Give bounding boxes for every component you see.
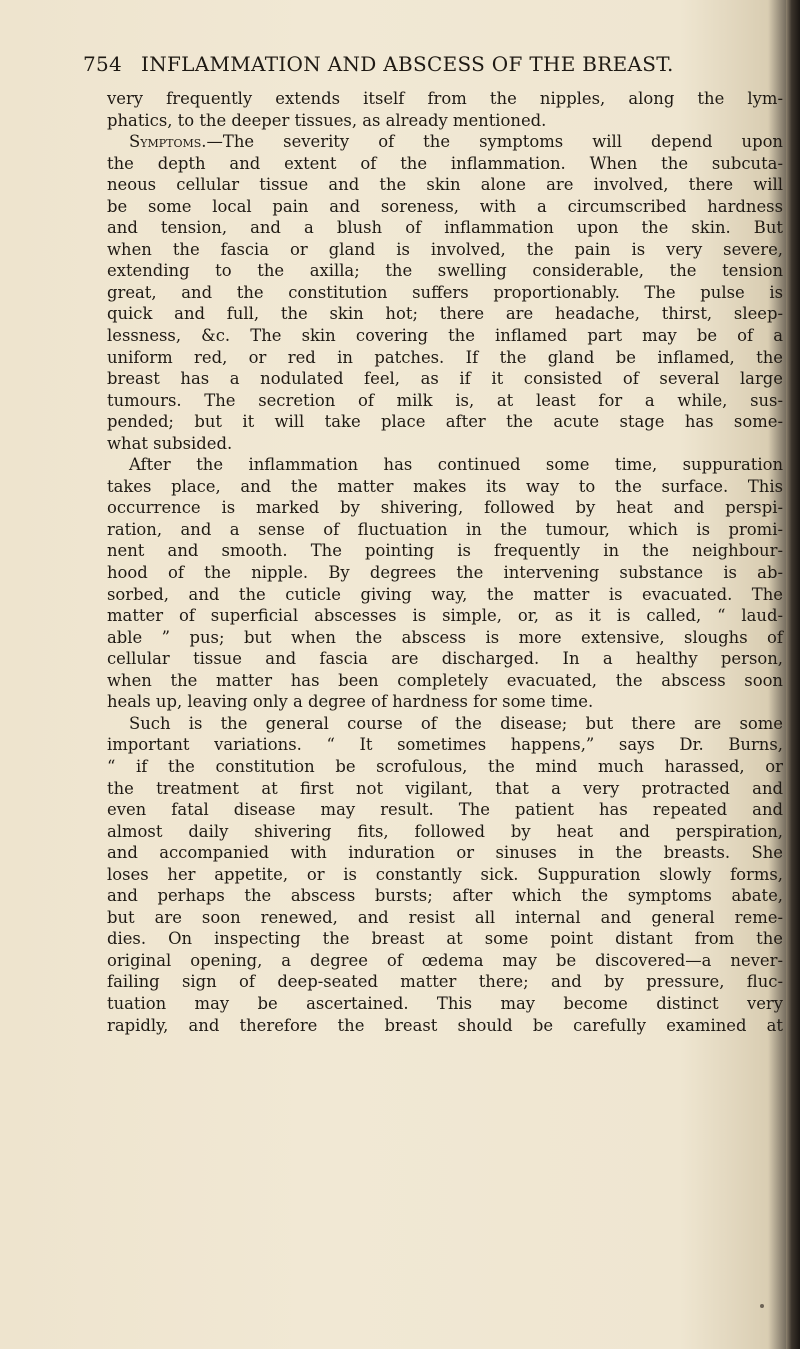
text-line: uniform red, or red in patches. If the gland be inflamed, the — [107, 347, 783, 367]
text-line: failing sign of deep-seated matter there; and by pressure, fluc- — [107, 972, 783, 992]
text-line: After the inflammation has continued some time, suppuration — [129, 455, 783, 475]
text-line: even fatal disease may result. The patient has repeated and — [107, 800, 783, 820]
text-line: and accompanied with induration or sinuses in the breasts. She — [107, 843, 783, 863]
print-speck — [760, 1304, 764, 1308]
text-line: ration, and a sense of fluctuation in the tumour, which is promi- — [107, 519, 783, 539]
text-line: very frequently extends itself from the nipples, along the lym- — [107, 89, 783, 108]
text-line: pended; but it will take place after the acute stage has some- — [107, 412, 783, 432]
text-line: almost daily shivering fits, followed by heat and perspiration, — [107, 821, 783, 841]
text-line: heals up, leaving only a degree of hardness for some time. — [107, 692, 594, 712]
text-line: when the fascia or gland is involved, the pain is very severe, — [107, 239, 783, 259]
text-line: original opening, a degree of œdema may be discovered—a never- — [107, 950, 783, 970]
text-line: the depth and extent of the inflammation. When the subcuta- — [107, 153, 783, 173]
text-line: great, and the constitution suffers proportionably. The pulse is — [107, 282, 783, 302]
text-line: but are soon renewed, and resist all internal and general reme- — [107, 907, 783, 927]
text-line: takes place, and the matter makes its way to the surface. This — [107, 476, 783, 496]
text-line: hood of the nipple. By degrees the intervening substance is ab- — [107, 563, 783, 583]
text-line: and tension, and a blush of inflammation upon the skin. But — [107, 218, 783, 238]
text-span: —The severity of the symptoms will depend upon — [206, 132, 783, 152]
text-line: loses her appetite, or is constantly sick. Suppuration slowly forms, — [107, 864, 783, 884]
text-line: phatics, to the deeper tissues, as already mentioned. — [107, 110, 547, 130]
text-line: Such is the general course of the disease; but there are some — [129, 713, 783, 733]
text-line: important variations. “ It sometimes happens,” says Dr. Burns, — [107, 735, 783, 755]
text-line: neous cellular tissue and the skin alone are involved, there will — [107, 175, 783, 195]
text-line: tuation may be ascertained. This may become distinct very — [107, 993, 783, 1013]
text-line: the treatment at first not vigilant, that a very protracted and — [107, 778, 783, 798]
text-line: and perhaps the abscess bursts; after which the symptoms abate, — [107, 886, 783, 906]
text-line: rapidly, and therefore the breast should be carefully examined at — [107, 1015, 783, 1035]
body-text — [107, 88, 783, 1036]
text-line: what subsided. — [107, 433, 233, 453]
text-line: “ if the constitution be scrofulous, the mind much harassed, or — [107, 756, 783, 776]
text-line: able ” pus; but when the abscess is more extensive, sloughs of — [107, 627, 783, 647]
text-line: dies. On inspecting the breast at some point distant from the — [107, 929, 783, 949]
chapter-title: INFLAMMATION AND ABSCESS OF THE BREAST. — [141, 52, 674, 76]
text-line: cellular tissue and fascia are discharged. In a healthy person, — [107, 649, 783, 669]
text-line: tumours. The secretion of milk is, at least for a while, sus- — [107, 390, 783, 410]
text-line: when the matter has been completely evacuated, the abscess soon — [107, 670, 783, 690]
page-number: 754 — [83, 52, 123, 76]
text-line: breast has a nodulated feel, as if it consisted of several large — [107, 369, 783, 389]
text-line: quick and full, the skin hot; there are headache, thirst, sleep- — [107, 304, 783, 324]
text-line: lessness, &c. The skin covering the inflamed part may be of a — [107, 326, 783, 346]
page-edge-shadow — [786, 0, 800, 1349]
text-line: nent and smooth. The pointing is frequently in the neighbour- — [107, 541, 783, 561]
running-head — [83, 52, 763, 76]
section-label: Symptoms. — [129, 132, 207, 152]
text-line: sorbed, and the cuticle giving way, the matter is evacuated. The — [107, 584, 783, 604]
text-line: matter of superficial abscesses is simple, or, as it is called, “ laud- — [107, 606, 783, 626]
text-line: occurrence is marked by shivering, followed by heat and perspi- — [107, 498, 783, 518]
text-line: be some local pain and soreness, with a circumscribed hardness — [107, 196, 783, 216]
text-line — [107, 131, 783, 153]
text-line: extending to the axilla; the swelling considerable, the tension — [107, 261, 783, 281]
